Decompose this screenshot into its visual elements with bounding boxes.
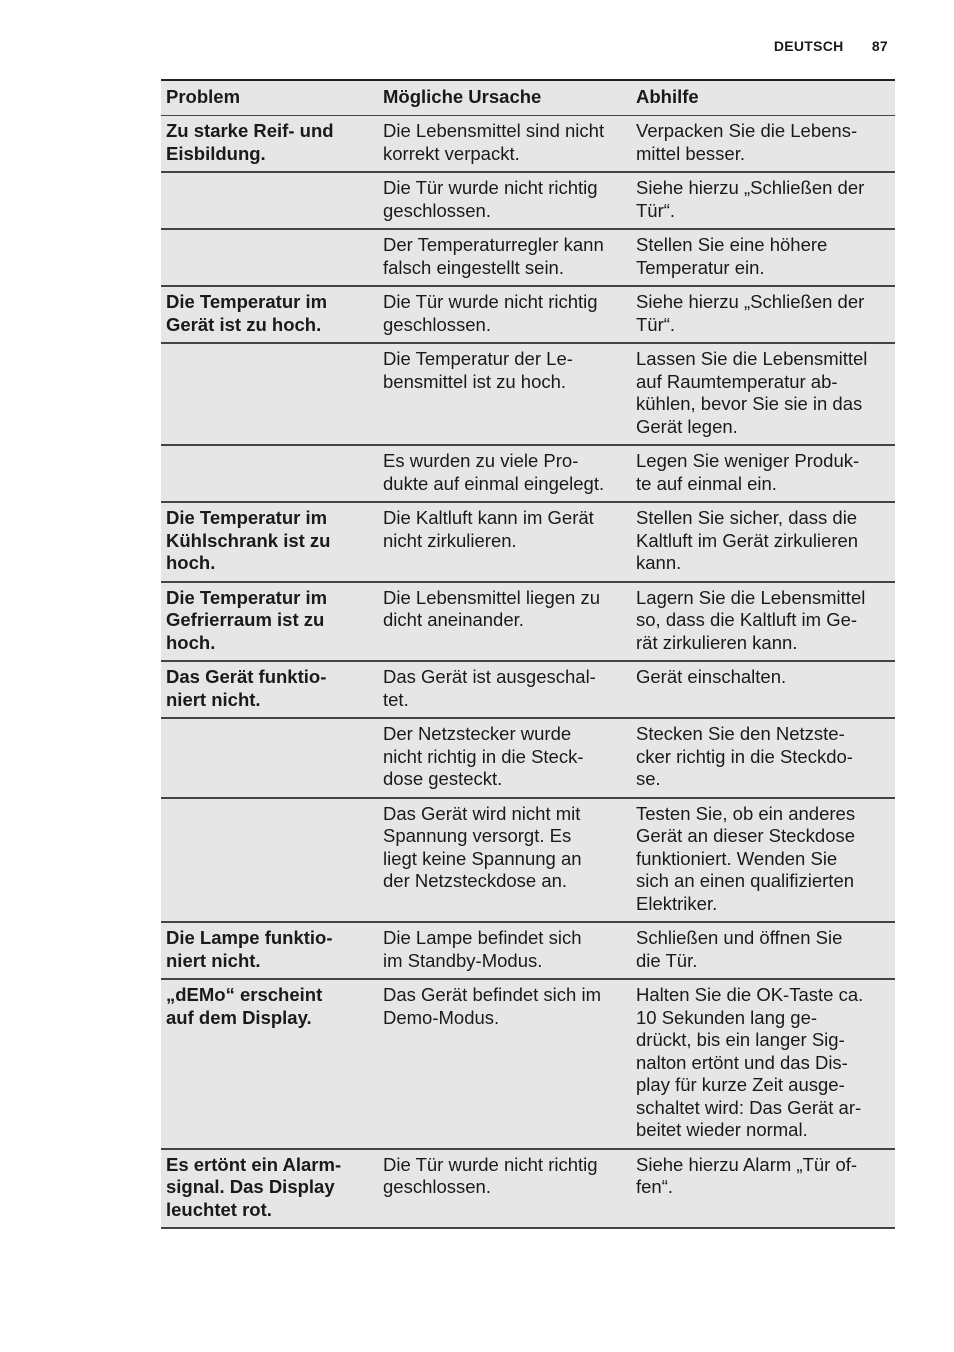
table-row bbox=[161, 502, 895, 582]
table-row bbox=[161, 229, 895, 286]
problem-cell-text: Es ertönt ein Alarm- signal. Das Display leuchtet rot. bbox=[166, 1153, 342, 1220]
remedy-cell-text: Siehe hierzu „Schließen der Tür“. bbox=[636, 177, 865, 221]
problem-cell bbox=[161, 229, 379, 286]
remedy-cell bbox=[632, 979, 895, 1149]
cause-cell-text: Die Kaltluft kann im Gerät nicht zirkulieren. bbox=[383, 507, 594, 551]
cause-cell bbox=[379, 172, 632, 229]
problem-cell bbox=[161, 798, 379, 923]
problem-cell bbox=[161, 582, 379, 662]
cause-cell bbox=[379, 582, 632, 662]
table-row bbox=[161, 172, 895, 229]
problem-cell-text: Die Lampe funktio- niert nicht. bbox=[166, 927, 333, 971]
cause-cell bbox=[379, 445, 632, 502]
column-header-problem: Problem bbox=[161, 80, 379, 116]
table-row bbox=[161, 1149, 895, 1229]
problem-cell bbox=[161, 661, 379, 718]
table-row bbox=[161, 286, 895, 343]
cause-cell bbox=[379, 229, 632, 286]
table-row bbox=[161, 718, 895, 798]
table-row bbox=[161, 661, 895, 718]
cause-cell-text: Der Netzstecker wurde nicht richtig in die Steck- dose gesteckt. bbox=[383, 723, 584, 789]
problem-cell bbox=[161, 343, 379, 445]
remedy-cell bbox=[632, 582, 895, 662]
problem-cell-text: Die Temperatur im Gefrierraum ist zu hoch. bbox=[166, 586, 328, 653]
cause-cell-text: Das Gerät wird nicht mit Spannung versorgt. Es liegt keine Spannung an der Netzsteckdose an. bbox=[383, 802, 582, 891]
problem-cell bbox=[161, 1149, 379, 1229]
problem-cell bbox=[161, 922, 379, 979]
column-header-remedy: Abhilfe bbox=[632, 80, 895, 116]
remedy-cell-text: Lassen Sie die Lebensmittel auf Raumtemperatur ab- kühlen, bevor Sie sie in das Gerät legen. bbox=[636, 348, 868, 437]
column-header-cause: Mögliche Ursache bbox=[379, 80, 632, 116]
cause-cell bbox=[379, 502, 632, 582]
remedy-cell bbox=[632, 445, 895, 502]
remedy-cell-text: Siehe hierzu „Schließen der Tür“. bbox=[636, 291, 865, 335]
table-row bbox=[161, 116, 895, 173]
problem-cell bbox=[161, 116, 379, 173]
cause-cell-text: Das Gerät ist ausgeschal- tet. bbox=[383, 666, 596, 710]
remedy-cell bbox=[632, 343, 895, 445]
table-row bbox=[161, 582, 895, 662]
remedy-cell bbox=[632, 922, 895, 979]
problem-cell bbox=[161, 172, 379, 229]
cause-cell bbox=[379, 718, 632, 798]
problem-cell-text: Die Temperatur im Gerät ist zu hoch. bbox=[166, 291, 328, 335]
remedy-cell-text: Halten Sie die OK-Taste ca. 10 Sekunden lang ge- drückt, bis ein langer Sig- nalton ertönt und das Dis- play für kurze Zeit ausge- schaltet wird: Das Gerät ar- beitet wieder normal. bbox=[636, 984, 864, 1140]
table-row bbox=[161, 445, 895, 502]
table-row bbox=[161, 798, 895, 923]
cause-cell bbox=[379, 343, 632, 445]
remedy-cell-text: Lagern Sie die Lebensmittel so, dass die Kaltluft im Ge- rät zirkulieren kann. bbox=[636, 586, 866, 653]
cause-cell bbox=[379, 798, 632, 923]
page-number: 87 bbox=[871, 38, 888, 54]
cause-cell bbox=[379, 979, 632, 1149]
remedy-cell-text: Legen Sie weniger Produk- te auf einmal ein. bbox=[636, 450, 860, 494]
problem-cell-text: Zu starke Reif- und Eisbildung. bbox=[166, 120, 334, 164]
cause-cell-text: Die Lampe befindet sich im Standby-Modus. bbox=[383, 927, 582, 971]
remedy-cell bbox=[632, 286, 895, 343]
cause-cell bbox=[379, 116, 632, 173]
remedy-cell bbox=[632, 502, 895, 582]
problem-cell bbox=[161, 286, 379, 343]
problem-cell-text: „dEMo“ erscheint auf dem Display. bbox=[166, 984, 323, 1028]
remedy-cell bbox=[632, 172, 895, 229]
cause-cell-text: Die Tür wurde nicht richtig geschlossen. bbox=[383, 1153, 598, 1197]
cause-cell-text: Die Tür wurde nicht richtig geschlossen. bbox=[383, 291, 598, 335]
cause-cell-text: Es wurden zu viele Pro- dukte auf einmal eingelegt. bbox=[383, 450, 605, 494]
cause-cell-text: Die Temperatur der Le- bensmittel ist zu hoch. bbox=[383, 348, 573, 392]
table-row bbox=[161, 343, 895, 445]
table-header-row bbox=[161, 80, 895, 116]
problem-cell bbox=[161, 979, 379, 1149]
problem-cell bbox=[161, 718, 379, 798]
remedy-cell-text: Verpacken Sie die Lebens- mittel besser. bbox=[636, 120, 858, 164]
remedy-cell-text: Siehe hierzu Alarm „Tür of- fen“. bbox=[636, 1153, 858, 1197]
table-row bbox=[161, 979, 895, 1149]
cause-cell bbox=[379, 661, 632, 718]
remedy-cell-text: Stellen Sie sicher, dass die Kaltluft im Gerät zirkulieren kann. bbox=[636, 507, 859, 573]
cause-cell bbox=[379, 1149, 632, 1229]
problem-cell-text: Das Gerät funktio- niert nicht. bbox=[166, 666, 327, 710]
cause-cell-text: Das Gerät befindet sich im Demo-Modus. bbox=[383, 984, 601, 1028]
cause-cell bbox=[379, 286, 632, 343]
cause-cell-text: Die Tür wurde nicht richtig geschlossen. bbox=[383, 177, 598, 221]
remedy-cell bbox=[632, 229, 895, 286]
remedy-cell bbox=[632, 116, 895, 173]
page-header bbox=[774, 38, 888, 54]
remedy-cell bbox=[632, 1149, 895, 1229]
remedy-cell-text: Stecken Sie den Netzste- cker richtig in die Steckdo- se. bbox=[636, 723, 853, 789]
cause-cell-text: Der Temperaturregler kann falsch eingestellt sein. bbox=[383, 234, 604, 278]
remedy-cell-text: Gerät einschalten. bbox=[636, 666, 787, 687]
table-row bbox=[161, 922, 895, 979]
remedy-cell-text: Schließen und öffnen Sie die Tür. bbox=[636, 927, 843, 971]
remedy-cell bbox=[632, 661, 895, 718]
remedy-cell bbox=[632, 798, 895, 923]
problem-cell bbox=[161, 502, 379, 582]
troubleshooting-table bbox=[161, 79, 895, 1229]
cause-cell-text: Die Lebensmittel liegen zu dicht aneinander. bbox=[383, 586, 600, 630]
cause-cell bbox=[379, 922, 632, 979]
cause-cell-text: Die Lebensmittel sind nicht korrekt verpackt. bbox=[383, 120, 605, 164]
remedy-cell-text: Stellen Sie eine höhere Temperatur ein. bbox=[636, 234, 828, 278]
problem-cell bbox=[161, 445, 379, 502]
remedy-cell bbox=[632, 718, 895, 798]
section-language: DEUTSCH bbox=[773, 38, 844, 54]
problem-cell-text: Die Temperatur im Kühlschrank ist zu hoch. bbox=[166, 507, 331, 573]
remedy-cell-text: Testen Sie, ob ein anderes Gerät an dieser Steckdose funktioniert. Wenden Sie sich an einen qualifizierten Elektriker. bbox=[636, 802, 856, 914]
